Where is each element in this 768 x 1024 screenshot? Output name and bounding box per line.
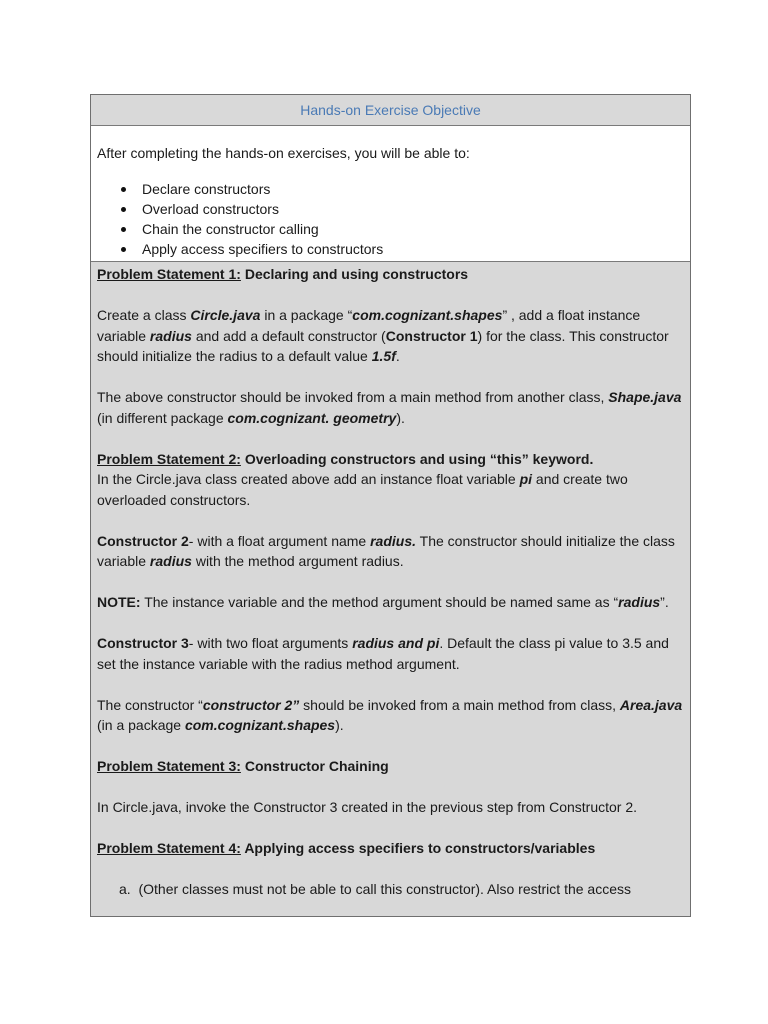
- ps1-title: Declaring and using constructors: [244, 266, 469, 282]
- objective-list: [97, 179, 684, 259]
- text-run: Create a class: [97, 307, 191, 323]
- list-item: Declare constructors: [142, 179, 684, 199]
- package-name: com.cognizant. geometry: [227, 409, 397, 426]
- ps1-paragraph-1: [97, 305, 684, 367]
- ps2-label: Problem Statement 2:: [97, 450, 241, 467]
- ps3-heading: [97, 756, 684, 777]
- text-run: The constructor should initialize the class variable: [97, 532, 675, 569]
- class-name: Circle.java: [190, 307, 261, 323]
- ps2-note: [97, 592, 684, 613]
- package-name: com.cognizant.shapes: [352, 307, 503, 323]
- text-run: . Default the class pi value to 3.5 and set the instance variable with the radius method argument.: [97, 635, 669, 672]
- list-marker: a.: [119, 881, 131, 897]
- ps2-paragraph-1: [97, 469, 684, 510]
- text-run: and add a default constructor (: [191, 327, 386, 344]
- table-header: [91, 95, 690, 126]
- constructor-name: Constructor 1: [385, 327, 478, 344]
- text-run: ” , add a float instance variable: [97, 307, 641, 344]
- ps1-paragraph-2: [97, 387, 684, 428]
- list-item: Chain the constructor calling: [142, 219, 684, 239]
- text-run: ).: [335, 717, 344, 733]
- text-run: (in different package: [97, 409, 228, 426]
- class-name: Area.java: [619, 696, 683, 713]
- ps4-label: Problem Statement 4:: [97, 840, 241, 856]
- ps2-paragraph-3: [97, 633, 684, 674]
- text-run: should be invoked from a main method from class,: [299, 696, 620, 713]
- variable-name: radius: [149, 553, 192, 569]
- text-run: ”.: [660, 594, 669, 610]
- constructor-name: Constructor 2: [97, 532, 189, 549]
- variable-name: pi: [519, 471, 533, 487]
- list-item: Overload constructors: [142, 199, 684, 219]
- text-run: ).: [396, 409, 405, 426]
- ps2-paragraph-2: [97, 531, 684, 572]
- ps4-item-a: [97, 879, 684, 900]
- ps1-heading: [97, 264, 684, 285]
- ps3-label: Problem Statement 3:: [97, 758, 241, 774]
- list-item-text: (Other classes must not be able to call this constructor). Also restrict the access: [138, 881, 631, 897]
- ps2-heading: [97, 449, 684, 470]
- ps3-paragraph-1: In Circle.java, invoke the Constructor 3 created in the previous step from Constructor 2.: [97, 799, 638, 815]
- constructor-name: Constructor 3: [97, 635, 189, 651]
- text-run: The instance variable and the method argument should be named same as “: [140, 594, 619, 610]
- ps2-title: Overloading constructors and using “this” keyword.: [244, 450, 594, 467]
- class-name: Shape.java: [608, 389, 682, 405]
- text-run: The above constructor should be invoked from a main method from another class,: [97, 389, 609, 405]
- text-run: In the Circle.java class created above add an instance float variable: [97, 471, 520, 487]
- list-item: Apply access specifiers to constructors: [142, 239, 684, 259]
- note-label: NOTE:: [97, 594, 141, 610]
- default-value: 1.5f: [371, 348, 396, 364]
- ps2-paragraph-4: [97, 695, 684, 736]
- text-run: (in a package: [97, 717, 185, 733]
- ps4-heading: [97, 838, 684, 859]
- text-run: - with two float arguments: [188, 635, 353, 651]
- variable-name: radius.: [370, 532, 417, 549]
- text-run: The constructor “: [97, 696, 203, 713]
- text-run: with the method argument radius.: [191, 553, 404, 569]
- variable-name: radius: [618, 594, 661, 610]
- ps3-title: Constructor Chaining: [244, 758, 389, 774]
- constructor-name: constructor 2”: [202, 696, 300, 713]
- variable-name: radius: [149, 327, 192, 344]
- problem-statements: [91, 262, 690, 900]
- ps4-title: Applying access specifiers to constructors/variables: [244, 840, 596, 856]
- text-run: ) for the class. This constructor should initialize the radius to a default value: [97, 327, 669, 364]
- objective-section: [91, 126, 690, 262]
- ps1-label: Problem Statement 1:: [97, 266, 241, 282]
- text-run: - with a float argument name: [188, 532, 371, 549]
- text-run: .: [395, 348, 400, 364]
- text-run: in a package “: [260, 307, 353, 323]
- text-run: and create two overloaded constructors.: [97, 471, 628, 508]
- header-title: Hands-on Exercise Objective: [300, 102, 481, 118]
- package-name: com.cognizant.shapes: [184, 717, 336, 733]
- argument-names: radius and pi: [352, 635, 440, 651]
- exercise-table: [90, 94, 691, 917]
- objective-intro: After completing the hands-on exercises, you will be able to:: [97, 145, 470, 161]
